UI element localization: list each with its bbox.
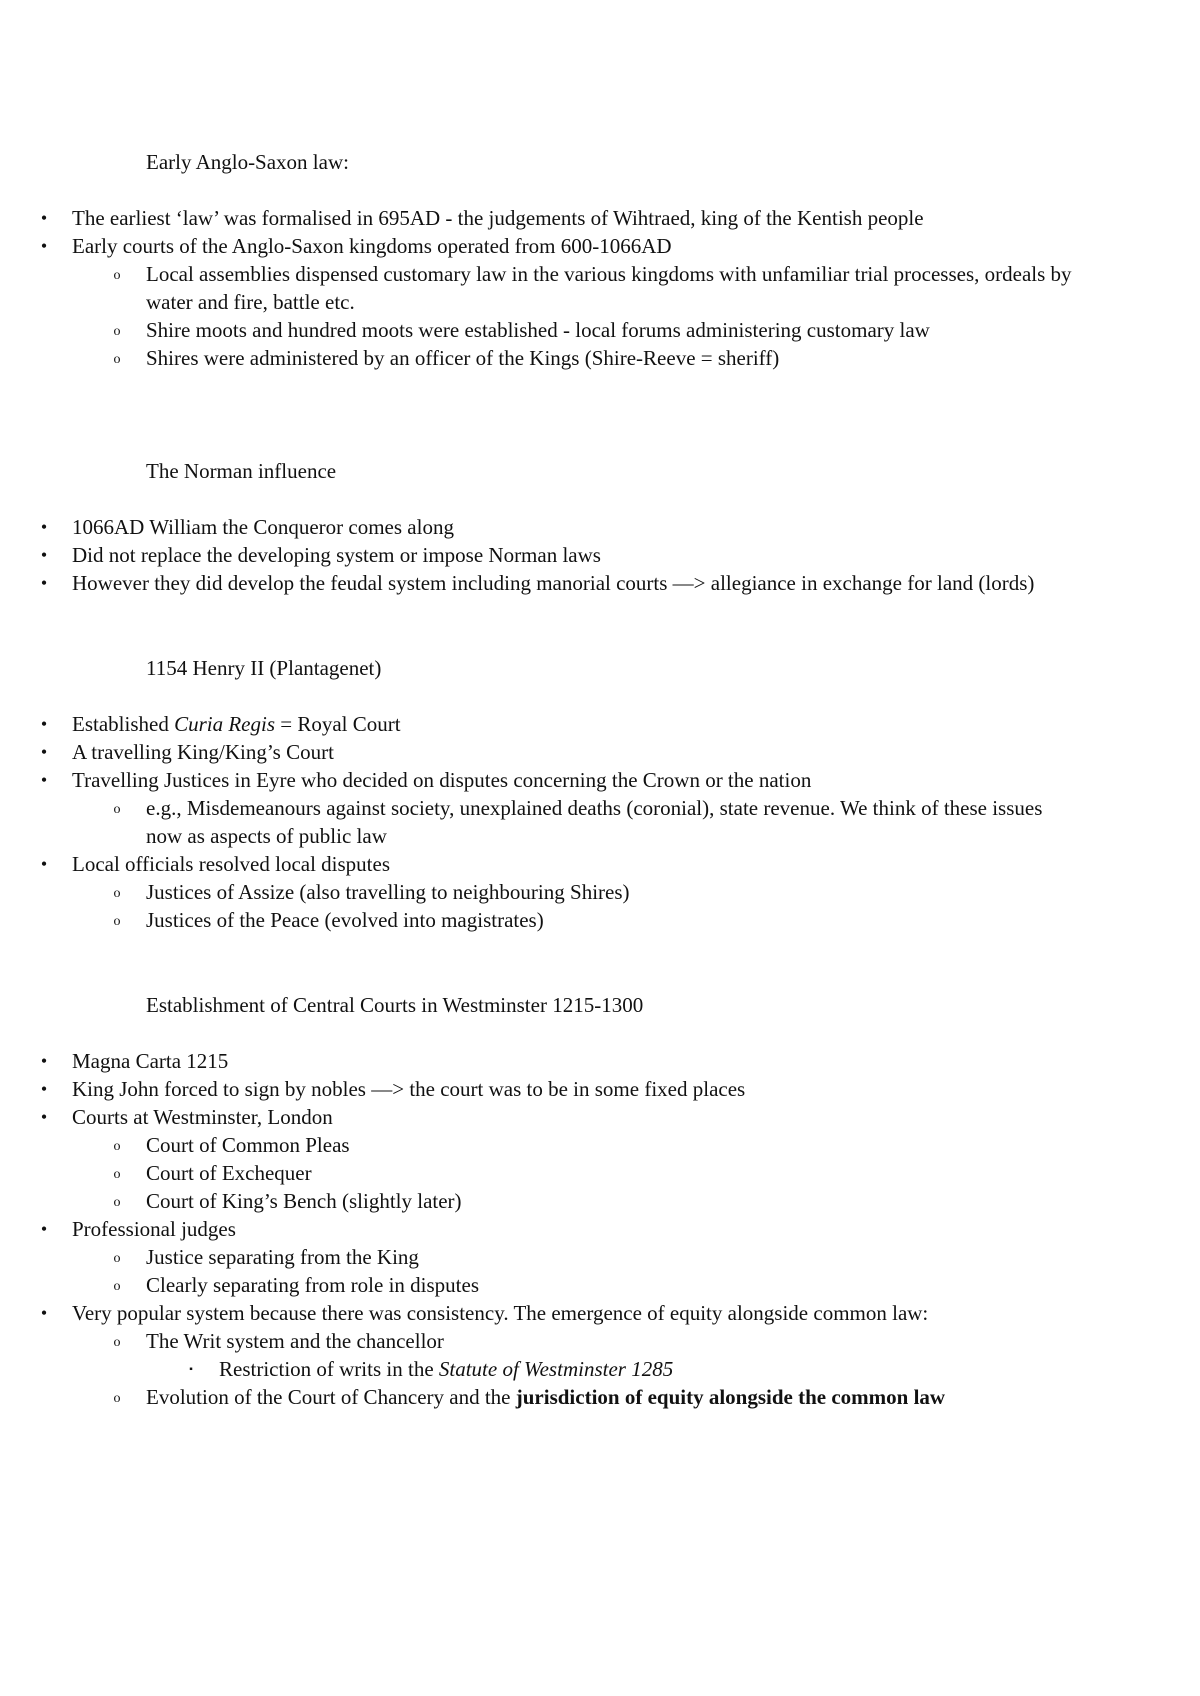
bullet-marker: • xyxy=(40,1303,48,1323)
circle-marker: o xyxy=(113,1279,121,1294)
list-item: • Early courts of the Anglo-Saxon kingdoms operated from 600-1066AD xyxy=(0,232,1080,260)
bullet-marker: • xyxy=(40,545,48,565)
circle-marker: o xyxy=(113,1139,121,1154)
list-item: o Shires were administered by an officer of the Kings (Shire-Reeve = sheriff) xyxy=(0,344,1080,372)
list-item: o Court of Exchequer xyxy=(0,1159,1060,1187)
list-item: • Established Curia Regis = Royal Court xyxy=(0,710,1060,738)
circle-marker: o xyxy=(113,1195,121,1210)
list-item: • Travelling Justices in Eyre who decided on disputes concerning the Crown or the nation xyxy=(0,766,1060,794)
circle-marker: o xyxy=(113,1167,121,1182)
list-item: o Court of King’s Bench (slightly later) xyxy=(0,1187,1060,1215)
section-heading: 1154 Henry II (Plantagenet) xyxy=(146,656,382,680)
list-item: o Shire moots and hundred moots were established - local forums administering customary law xyxy=(0,316,1080,344)
section-heading: The Norman influence xyxy=(146,459,337,483)
list-item: • King John forced to sign by nobles —> the court was to be in some fixed places xyxy=(0,1075,1060,1103)
bullet-list xyxy=(0,710,1060,934)
section-heading: Establishment of Central Courts in Westminster 1215-1300 xyxy=(146,993,644,1017)
bullet-marker: • xyxy=(40,770,48,790)
circle-marker: o xyxy=(113,268,121,283)
list-item: • Local officials resolved local disputes xyxy=(0,850,1060,878)
list-item: • However they did develop the feudal system including manorial courts —> allegiance in exchange for land (lords) xyxy=(0,569,1080,597)
circle-marker: o xyxy=(113,914,121,929)
bullet-marker: • xyxy=(40,1107,48,1127)
list-item: o Justice separating from the King xyxy=(0,1243,1060,1271)
list-item: o Local assemblies dispensed customary law in the various kingdoms with unfamiliar trial processes, ordeals by water and fire, battle etc. xyxy=(0,260,1080,316)
bullet-list xyxy=(0,1047,1060,1411)
circle-marker: o xyxy=(113,886,121,901)
list-item: o The Writ system and the chancellor xyxy=(0,1327,1060,1355)
list-item: o e.g., Misdemeanours against society, unexplained deaths (coronial), state revenue. We think of these issues now as aspects of public law xyxy=(0,794,1060,850)
circle-marker: o xyxy=(113,1391,121,1406)
list-item: • Did not replace the developing system or impose Norman laws xyxy=(0,541,1080,569)
list-item: • Professional judges xyxy=(0,1215,1060,1243)
circle-marker: o xyxy=(113,1335,121,1350)
list-item: o Justices of the Peace (evolved into magistrates) xyxy=(0,906,1060,934)
bullet-marker: • xyxy=(40,573,48,593)
section-heading: Early Anglo-Saxon law: xyxy=(146,150,349,174)
bullet-marker: • xyxy=(40,1051,48,1071)
list-item: o Justices of Assize (also travelling to neighbouring Shires) xyxy=(0,878,1060,906)
list-item: • 1066AD William the Conqueror comes along xyxy=(0,513,1080,541)
list-item: ▪ Restriction of writs in the Statute of Westminster 1285 xyxy=(0,1355,1060,1383)
bullet-marker: • xyxy=(40,1219,48,1239)
bullet-marker: • xyxy=(40,236,48,256)
bullet-marker: • xyxy=(40,1079,48,1099)
bullet-list xyxy=(0,204,1080,372)
circle-marker: o xyxy=(113,352,121,367)
list-item: o Clearly separating from role in disputes xyxy=(0,1271,1060,1299)
bullet-marker: • xyxy=(40,517,48,537)
list-item: • The earliest ‘law’ was formalised in 695AD - the judgements of Wihtraed, king of the Kentish people xyxy=(0,204,1080,232)
list-item: • Courts at Westminster, London xyxy=(0,1103,1060,1131)
list-item: o Court of Common Pleas xyxy=(0,1131,1060,1159)
bullet-marker: • xyxy=(40,208,48,228)
list-item: • Magna Carta 1215 xyxy=(0,1047,1060,1075)
bullet-marker: • xyxy=(40,714,48,734)
bullet-marker: • xyxy=(40,742,48,762)
bullet-marker: • xyxy=(40,854,48,874)
circle-marker: o xyxy=(113,802,121,817)
list-item: • Very popular system because there was consistency. The emergence of equity alongside common law: xyxy=(0,1299,1060,1327)
bullet-list xyxy=(0,513,1080,597)
list-item: • A travelling King/King’s Court xyxy=(0,738,1060,766)
circle-marker: o xyxy=(113,1251,121,1266)
list-item: o Evolution of the Court of Chancery and the jurisdiction of equity alongside the common law xyxy=(0,1383,1060,1411)
square-marker: ▪ xyxy=(189,1364,193,1375)
circle-marker: o xyxy=(113,324,121,339)
